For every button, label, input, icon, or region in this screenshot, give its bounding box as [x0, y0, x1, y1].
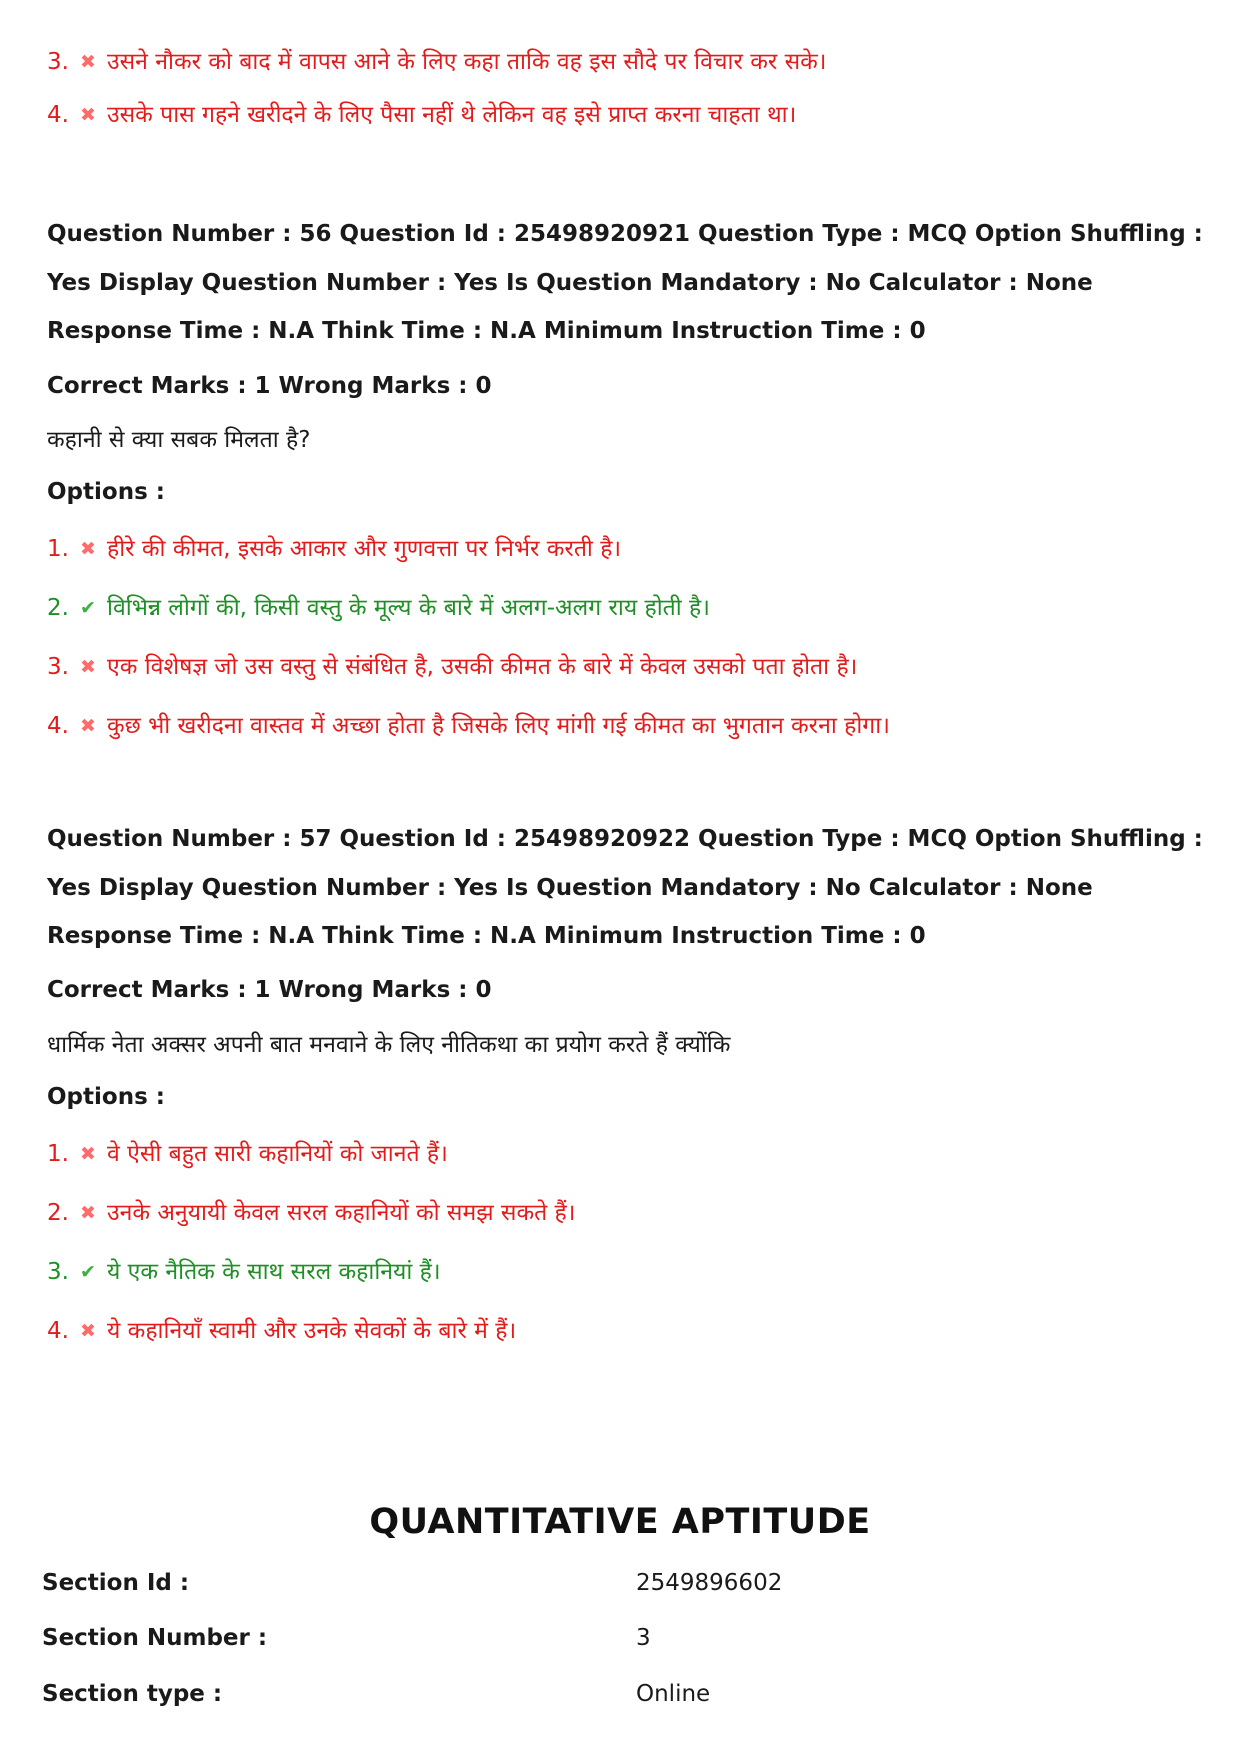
check-icon: ✔: [80, 597, 96, 619]
option-text: उनके अनुयायी केवल सरल कहानियों को समझ सकते हैं।: [107, 1200, 576, 1226]
question-text: कहानी से क्या सबक मिलता है?: [47, 427, 311, 453]
option-number: 1.: [47, 536, 69, 562]
option-text: उसने नौकर को बाद में वापस आने के लिए कहा ताकि वह इस सौदे पर विचार कर सके।: [107, 49, 827, 75]
option-number: 4.: [47, 713, 69, 739]
options-label: Options :: [47, 1084, 165, 1110]
option-wrong: [47, 100, 796, 130]
option-number: 1.: [47, 1141, 69, 1167]
section-type-label: Section type :: [42, 1681, 223, 1707]
question-meta: Question Number : 57 Question Id : 25498920922 Question Type : MCQ Option Shuffling : Yes Display Question Number : Yes Is Question Mandatory : No Calculator : None Response Time : N.A Think Time : N.A Minimum Instruction Time : 0: [47, 826, 1203, 949]
option-text: ये कहानियाँ स्वामी और उनके सेवकों के बारे में हैं।: [107, 1318, 517, 1344]
section-id-label: Section Id :: [42, 1570, 190, 1596]
option-text: वे ऐसी बहुत सारी कहानियों को जानते हैं।: [107, 1141, 448, 1167]
cross-icon: ✖: [80, 715, 96, 737]
cross-icon: ✖: [80, 538, 96, 560]
option-wrong: [47, 47, 827, 77]
question-marks: Correct Marks : 1 Wrong Marks : 0: [47, 977, 492, 1003]
option-number: 4.: [47, 1318, 69, 1344]
option-text: हीरे की कीमत, इसके आकार और गुणवत्ता पर निर्भर करती है।: [107, 536, 622, 562]
option-wrong: [47, 534, 621, 564]
option-wrong: [47, 652, 857, 682]
section-number-label: Section Number :: [42, 1625, 268, 1651]
option-text: एक विशेषज्ञ जो उस वस्तु से संबंधित है, उसकी कीमत के बारे में केवल उसको पता होता है।: [107, 654, 858, 680]
cross-icon: ✖: [80, 51, 96, 73]
question-marks: Correct Marks : 1 Wrong Marks : 0: [47, 373, 492, 399]
option-number: 4.: [47, 102, 69, 128]
cross-icon: ✖: [80, 1143, 96, 1165]
options-label: Options :: [47, 479, 165, 505]
option-correct: [47, 593, 710, 623]
option-text: कुछ भी खरीदना वास्तव में अच्छा होता है जिसके लिए मांगी गई कीमत का भुगतान करना होगा।: [107, 713, 890, 739]
option-text: विभिन्न लोगों की, किसी वस्तु के मूल्य के बारे में अलग-अलग राय होती है।: [107, 595, 710, 621]
section-id-value: 2549896602: [636, 1570, 783, 1596]
cross-icon: ✖: [80, 1320, 96, 1342]
check-icon: ✔: [80, 1261, 96, 1283]
cross-icon: ✖: [80, 104, 96, 126]
option-wrong: [47, 1198, 575, 1228]
option-text: ये एक नैतिक के साथ सरल कहानियां हैं।: [107, 1259, 441, 1285]
option-wrong: [47, 711, 890, 741]
option-number: 3.: [47, 49, 69, 75]
option-number: 2.: [47, 595, 69, 621]
section-type-value: Online: [636, 1681, 711, 1707]
cross-icon: ✖: [80, 656, 96, 678]
section-number-value: 3: [636, 1625, 651, 1651]
section-title: QUANTITATIVE APTITUDE: [369, 1502, 871, 1542]
cross-icon: ✖: [80, 1202, 96, 1224]
option-number: 3.: [47, 1259, 69, 1285]
option-wrong: [47, 1139, 448, 1169]
option-text: उसके पास गहने खरीदने के लिए पैसा नहीं थे लेकिन वह इसे प्राप्त करना चाहता था।: [107, 102, 797, 128]
option-number: 2.: [47, 1200, 69, 1226]
question-text: धार्मिक नेता अक्सर अपनी बात मनवाने के लिए नीतिकथा का प्रयोग करते हैं क्योंकि: [47, 1032, 731, 1058]
option-wrong: [47, 1316, 516, 1346]
option-number: 3.: [47, 654, 69, 680]
question-meta: Question Number : 56 Question Id : 25498920921 Question Type : MCQ Option Shuffling : Yes Display Question Number : Yes Is Question Mandatory : No Calculator : None Response Time : N.A Think Time : N.A Minimum Instruction Time : 0: [47, 221, 1203, 344]
option-correct: [47, 1257, 441, 1287]
